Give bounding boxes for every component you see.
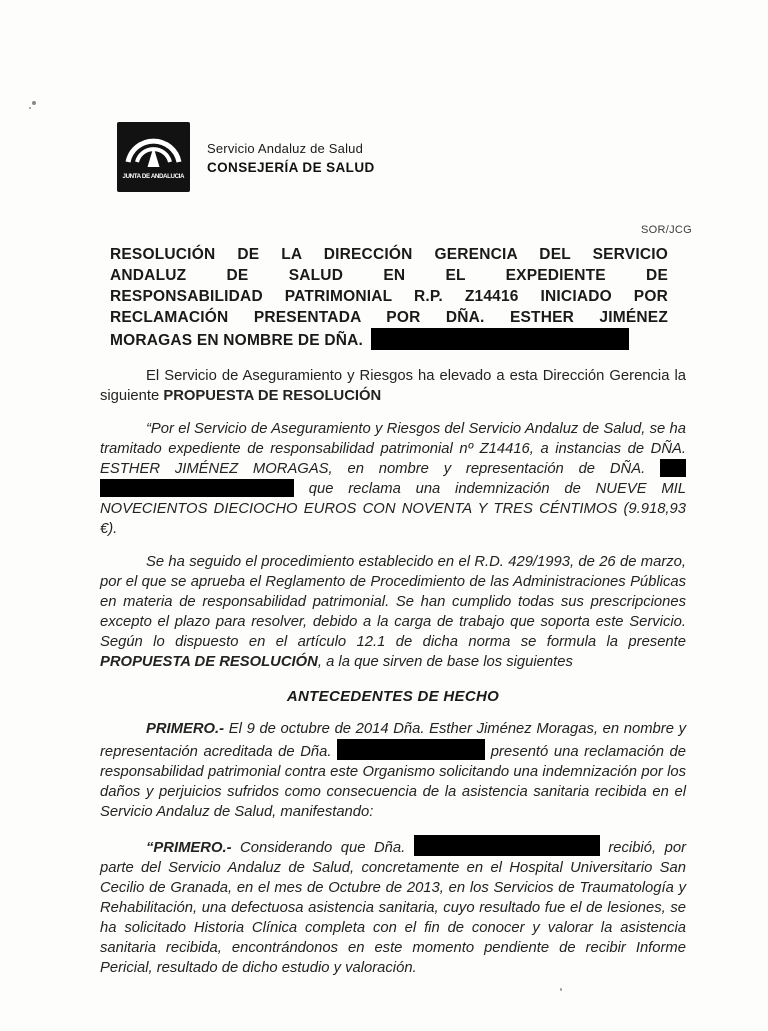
text-run: El Servicio de Aseguramiento y Riesgos ha elevado a esta Dirección Gerencia la siguiente: [100, 368, 686, 404]
title-line: RESOLUCIÓN DE LA DIRECCIÓN GERENCIA DEL SERVICIO: [110, 246, 668, 263]
text-run: PROPUESTA DE RESOLUCIÓN: [100, 654, 318, 670]
title-line-last: [110, 328, 668, 351]
org-header: [207, 141, 375, 177]
redaction-bar: [371, 328, 629, 350]
title-line: RECLAMACIÓN PRESENTADA POR DÑA. ESTHER JIMÉNEZ: [110, 309, 668, 326]
org-name: Servicio Andaluz de Salud: [207, 141, 364, 156]
redaction-bar: [414, 835, 600, 856]
junta-de-andalucia-logo: [117, 122, 190, 192]
text-run: PRIMERO.-: [146, 721, 225, 737]
title-line-text: MORAGAS EN NOMBRE DE DÑA.: [110, 332, 364, 349]
org-department: CONSEJERÍA DE SALUD: [207, 160, 375, 176]
reference-code: SOR/JCG: [641, 224, 692, 236]
text-run: “Por el Servicio de Aseguramiento y Riesgos del Servicio Andaluz de Salud, se ha tramitado expediente de responsabilidad patrimonial nº Z14416, a instancias de DÑA. ESTHER JIMÉNEZ MORAGAS, en nombre y representación de DÑA.: [100, 421, 686, 477]
scan-artifact: [32, 101, 36, 105]
text-run: , a la que sirven de base los siguientes: [317, 654, 573, 670]
redaction-bar: [337, 739, 485, 760]
scan-artifact: [29, 107, 31, 109]
text-run: presentó una reclamación de responsabilidad patrimonial contra este Organismo solicitando una indemnización por los daños y perjuicios sufridos como consecuencia de la asistencia sanitaria recibida en el Servicio Andaluz de Salud, manifestando:: [100, 744, 686, 820]
section-heading-antecedentes: ANTECEDENTES DE HECHO: [286, 688, 500, 705]
document-content: [100, 244, 686, 991]
text-run: PROPUESTA DE RESOLUCIÓN: [163, 388, 382, 404]
text-run: “PRIMERO.-: [146, 840, 232, 856]
text-run: Se ha seguido el procedimiento establecido en el R.D. 429/1993, de 26 de marzo, por el que se aprueba el Reglamento de Procedimiento de las Administraciones Públicas en materia de responsabilidad patrimonial. Se han cumplido todas sus prescripciones excepto el plazo para resolver, debido a la carga de trabajo que soporta este Servicio. Según lo dispuesto en el artículo 12.1 de dicha norma se formula la presente: [100, 554, 686, 650]
title-line: ANDALUZ DE SALUD EN EL EXPEDIENTE DE: [110, 267, 668, 284]
document-title: [110, 244, 668, 351]
text-run: Considerando que Dña.: [231, 840, 414, 856]
text-run: recibió, por parte del Servicio Andaluz de Salud, concretamente en el Hospital Universitario San Cecilio de Granada, en el mes de Octubre de 2013, en los Servicios de Traumatología y Rehabilitación, una defectuosa asistencia sanitaria, cuyo resultado fue el de lesiones, se ha solicitado Historia Clínica completa con el fin de conocer y valorar la asistencia sanitaria recibida, encontrándonos en este momento pendiente de recibir Informe Pericial, resultado de dicho estudio y valoración.: [100, 840, 686, 976]
title-line: RESPONSABILIDAD PATRIMONIAL R.P. Z14416 INICIADO POR: [110, 288, 668, 305]
text-run: El 9 de octubre de 2014 Dña. Esther Jiménez Moragas, en nombre y representación acreditada de Dña.: [100, 721, 686, 760]
redaction-bar: [660, 459, 686, 477]
paragraph-procedimiento: [100, 552, 686, 672]
paragraph-elevacion: [100, 366, 686, 406]
logo-caption: JUNTA DE ANDALUCIA: [122, 173, 185, 180]
junta-de-andalucia-logo-icon: [117, 122, 190, 192]
paragraph-antecedente-primero: [100, 719, 686, 822]
paragraph-quote-primero: [100, 835, 686, 978]
text-run: que reclama una indemnización de NUEVE MIL NOVECIENTOS DIECIOCHO EUROS CON NOVENTA Y TRES CÉNTIMOS (9.918,93 €).: [100, 481, 686, 537]
paragraph-propuesta-quote: [100, 419, 686, 539]
redaction-bar: [100, 479, 294, 497]
